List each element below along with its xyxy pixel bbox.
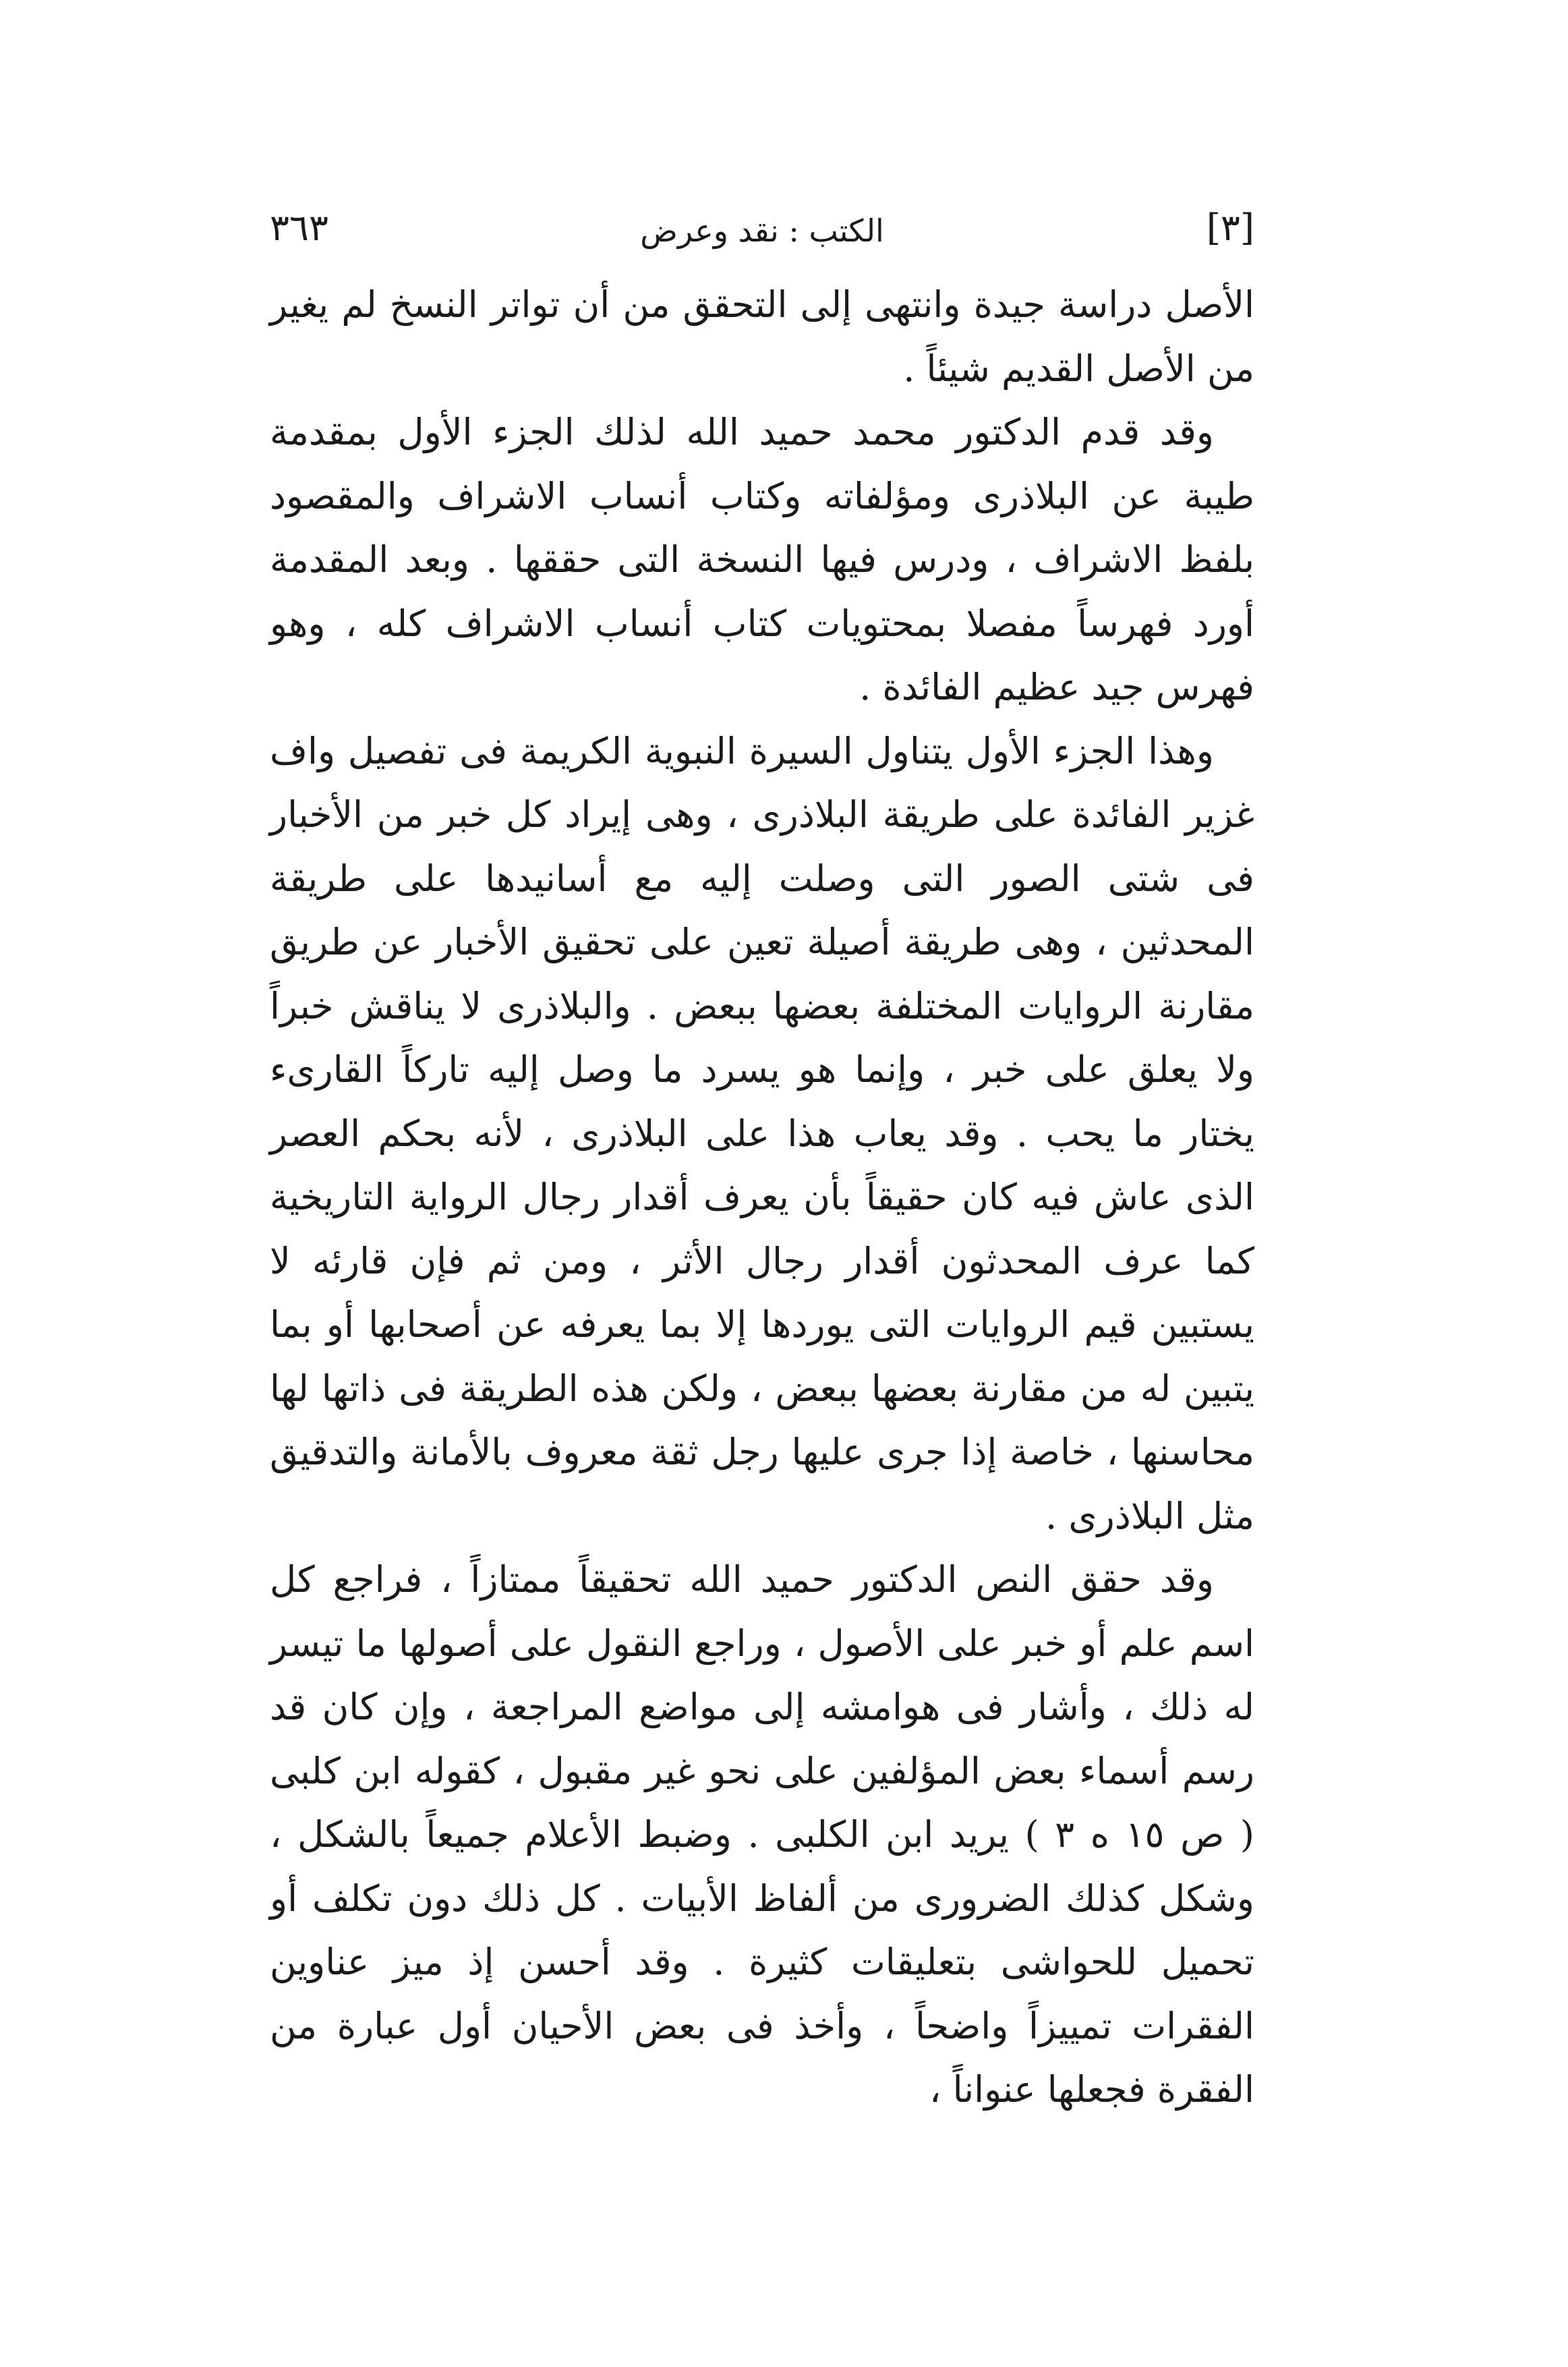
paragraph: وهذا الجزء الأول يتناول السيرة النبوية الكريمة فى تفصيل واف غزير الفائدة على طريقة البلاذرى ، وهى إيراد كل خبر من الأخبار فى شتى الصور التى وصلت إليه مع أسانيدها على طريقة المحدثين ، وهى طريقة أصيلة تعين على تحقيق الأخبار عن طريق مقارنة الروايات المختلفة بعضها ببعض . والبلاذرى لا يناقش خبراً ولا يعلق على خبر ، وإنما هو يسرد ما وصل إليه تاركاً القارىء يختار ما يحب . وقد يعاب هذا على البلاذرى ، لأنه بحكم العصر الذى عاش فيه كان حقيقاً بأن يعرف أقدار رجال الرواية التاريخية كما عرف المحدثون أقدار رجال الأثر ، ومن ثم فإن قارئه لا يستبين قيم الروايات التى يوردها إلا بما يعرفه عن أصحابها أو بما يتبين له من مقارنة بعضها ببعض ، ولكن هذه الطريقة فى ذاتها لها محاسنها ، خاصة إذا جرى عليها رجل ثقة معروف بالأمانة والتدقيق مثل البلاذرى . <box>270 729 1254 1537</box>
page-number: ٣٦٣ <box>270 206 329 249</box>
paragraph: وقد قدم الدكتور محمد حميد الله لذلك الجزء الأول بمقدمة طيبة عن البلاذرى ومؤلفاته وكتاب أنساب الاشراف والمقصود بلفظ الاشراف ، ودرس فيها النسخة التى حققها . وبعد المقدمة أورد فهرساً مفصلا بمحتويات كتاب أنساب الاشراف كله ، وهو فهرس جيد عظيم الفائدة . <box>270 411 1254 708</box>
page-header <box>270 196 1254 270</box>
paragraph: الأصل دراسة جيدة وانتهى إلى التحقق من أن تواتر النسخ لم يغير من الأصل القديم شيئاً . <box>270 283 1254 390</box>
body-text <box>270 273 1254 2122</box>
paragraph: وقد حقق النص الدكتور حميد الله تحقيقاً ممتازاً ، فراجع كل اسم علم أو خبر على الأصول ، وراجع النقول على أصولها ما تيسر له ذلك ، وأشار فى هوامشه إلى مواضع المراجعة ، وإن كان قد رسم أسماء بعض المؤلفين على نحو غير مقبول ، كقوله ابن كلبى ( ص ١٥ ه ٣ ) يريد ابن الكلبى . وضبط الأعلام جميعاً بالشكل ، وشكل كذلك الضرورى من ألفاظ الأبيات . كل ذلك دون تكلف أو تحميل للحواشى بتعليقات كثيرة . وقد أحسن إذ ميز عناوين الفقرات تمييزاً واضحاً ، وأخذ فى بعض الأحيان أول عبارة من الفقرة فجعلها عنواناً ، <box>270 1558 1254 2111</box>
section-marker: [٣] <box>1206 206 1254 249</box>
running-title: الكتب : نقد وعرض <box>640 212 884 249</box>
